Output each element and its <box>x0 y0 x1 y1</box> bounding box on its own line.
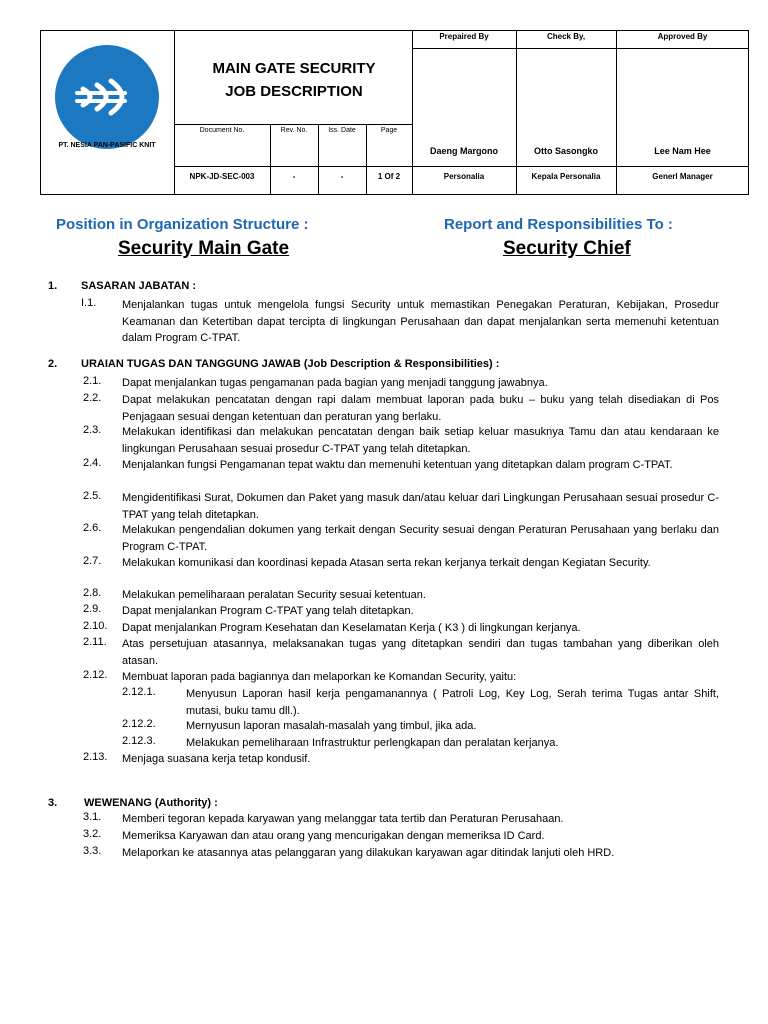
section-title: URAIAN TUGAS DAN TANGGUNG JAWAB (Job Description & Responsibilities) : <box>81 358 500 370</box>
item-number: 2.9. <box>83 603 102 615</box>
header-divider <box>516 30 517 195</box>
item-text: Memberi tegoran kepada karyawan yang melanggar tata tertib dan Peraturan Perusahaan. <box>122 813 564 825</box>
org-structure-value: Security Main Gate <box>118 238 290 259</box>
sub-item-text: Mernyusun laporan masalah-masalah yang timbul, jika ada. <box>186 720 477 732</box>
company-logo <box>55 45 159 149</box>
item-text: Dapat melakukan pencatatan dengan rapi dalam membuat laporan pada buku – buku yang telah disediakan di Pos Penjagaan sesuai dengan ketentuan dan peraturan yang berlaku. <box>122 394 719 423</box>
item-text: Melakukan komunikasi dan koordinasi kepada Atasan serta rekan kerjanya terkait dengan Kegiatan Security. <box>122 557 651 569</box>
item-text: Menjaga suasana kerja tetap kondusif. <box>122 753 311 765</box>
report-to-value: Security Chief <box>503 238 631 259</box>
item-number: 2.3. <box>83 424 102 436</box>
item-text: Melakukan pemeliharaan peralatan Security sesuai ketentuan. <box>122 589 426 601</box>
item-number: I.1. <box>81 297 97 309</box>
item-text: Memeriksa Karyawan dan atau orang yang mencurigakan dengan memeriksa ID Card. <box>122 830 545 842</box>
logo-wave-icon <box>55 45 159 149</box>
item-number: 2.2. <box>83 392 102 404</box>
item-text: Membuat laporan pada bagiannya dan melaporkan ke Komandan Security, yaitu: <box>122 671 517 683</box>
item-number: 3.2. <box>83 828 102 840</box>
document-title <box>176 57 412 103</box>
header-divider <box>174 30 175 195</box>
header-divider <box>270 124 271 195</box>
rev-no-value: - <box>292 172 296 181</box>
sub-item-number: 2.12.2. <box>122 718 156 730</box>
approved-header: Approved By <box>657 32 708 41</box>
item-text: Melakukan pengendalian dokumen yang terkait dengan Security sesuai dengan Peraturan Perusahaan yang berlaku dan Program C-TPAT. <box>122 524 719 553</box>
section-title: SASARAN JABATAN : <box>81 280 197 292</box>
header-divider <box>412 48 749 49</box>
section-title: WEWENANG (Authority) : <box>84 797 218 809</box>
page-value: 1 Of 2 <box>377 172 401 181</box>
item-number: 2.7. <box>83 555 102 567</box>
header-divider <box>366 124 367 195</box>
iss-date-label: Iss. Date <box>328 127 356 134</box>
prepared-name: Daeng Margono <box>429 146 498 156</box>
title-line: JOB DESCRIPTION <box>225 83 363 100</box>
item-number: 2.1. <box>83 375 102 387</box>
sub-item-text: Melakukan pemeliharaan Infrastruktur perlengkapan dan peralatan kerjanya. <box>186 737 559 749</box>
item-text: Mengidentifikasi Surat, Dokumen dan Paket yang masuk dan/atau keluar dari Lingkungan Perusahaan sesuai prosedur C-TPAT yang telah ditetapkan. <box>122 492 719 521</box>
item-text: Dapat menjalankan Program C-TPAT yang telah ditetapkan. <box>122 605 414 617</box>
item-number: 2.13. <box>83 751 108 763</box>
item-text: Dapat menjalankan Program Kesehatan dan Keselamatan Kerja ( K3 ) di lingkungan kerjanya. <box>122 622 581 634</box>
section-number: 1. <box>48 280 58 292</box>
page-label: Page <box>380 127 398 134</box>
sub-item-number: 2.12.1. <box>122 686 156 698</box>
header-divider <box>616 30 617 195</box>
header-divider <box>412 30 413 195</box>
item-text: Melakukan identifikasi dan melakukan pencatatan dengan baik setiap keluar masuknya Tamu dan atau kendaraan ke lingkungan Perusahaan sesuai prosedur C-TPAT yang telah ditetapkan. <box>122 426 719 455</box>
check-name: Otto Sasongko <box>533 146 598 156</box>
item-number: 2.6. <box>83 522 102 534</box>
prepared-role: Personalia <box>443 172 485 181</box>
section-number: 2. <box>48 358 58 370</box>
header-divider <box>174 124 412 125</box>
item-number: 2.8. <box>83 587 102 599</box>
item-number: 3.1. <box>83 811 102 823</box>
check-role: Kepala Personalia <box>531 172 601 181</box>
item-number: 2.10. <box>83 620 108 632</box>
check-header: Check By, <box>546 32 586 41</box>
doc-no-value: NPK-JD-SEC-003 <box>189 172 255 181</box>
item-text: Menjalankan fungsi Pengamanan tepat waktu dan memenuhi ketentuan yang ditetapkan dalam program C-TPAT. <box>122 459 673 471</box>
item-text: Melaporkan ke atasannya atas pelanggaran yang dilakukan karyawan agar ditindak lanjuti oleh HRD. <box>122 847 615 859</box>
rev-no-label: Rev. No. <box>280 127 308 134</box>
report-to-label: Report and Responsibilities To : <box>444 216 673 233</box>
item-number: 2.12. <box>83 669 108 681</box>
title-line: MAIN GATE SECURITY <box>212 60 376 77</box>
item-number: 2.4. <box>83 457 102 469</box>
approved-role: Generl Manager <box>652 172 713 181</box>
section-number: 3. <box>48 797 58 809</box>
header-divider <box>318 124 319 195</box>
prepared-header: Prepaired By <box>439 32 489 41</box>
doc-no-label: Document No. <box>199 127 245 134</box>
item-number: 2.11. <box>83 636 107 648</box>
sub-item-text: Menyusun Laporan hasil kerja pengamanannya ( Patroli Log, Key Log, Serah terima Tugas antar Shift, mutasi, buku tamu dll.). <box>186 688 719 717</box>
item-text: Dapat menjalankan tugas pengamanan pada bagian yang menjadi tanggung jawabnya. <box>122 377 548 389</box>
approved-name: Lee Nam Hee <box>654 146 711 156</box>
item-number: 3.3. <box>83 845 102 857</box>
header-divider <box>174 166 749 167</box>
sub-item-number: 2.12.3. <box>122 735 156 747</box>
iss-date-value: - <box>340 172 344 181</box>
company-name: PT. NESIA PAN-PASIFIC KNIT <box>58 142 156 149</box>
item-text: Atas persetujuan atasannya, melaksanakan tugas yang ditetapkan sendiri dan tugas tambahan yang diberikan oleh atasan. <box>122 638 719 667</box>
item-text: Menjalankan tugas untuk mengelola fungsi Security untuk memastikan Penegakan Peraturan, Kebijakan, Prosedur Keamanan dan Ketertiban dapat tercipta di lingkungan Perusahaan dan dapat menjalankan serta memenuhi ketentuan dalam Program C-TPAT. <box>122 299 719 344</box>
item-number: 2.5. <box>83 490 102 502</box>
org-structure-label: Position in Organization Structure : <box>56 216 309 233</box>
